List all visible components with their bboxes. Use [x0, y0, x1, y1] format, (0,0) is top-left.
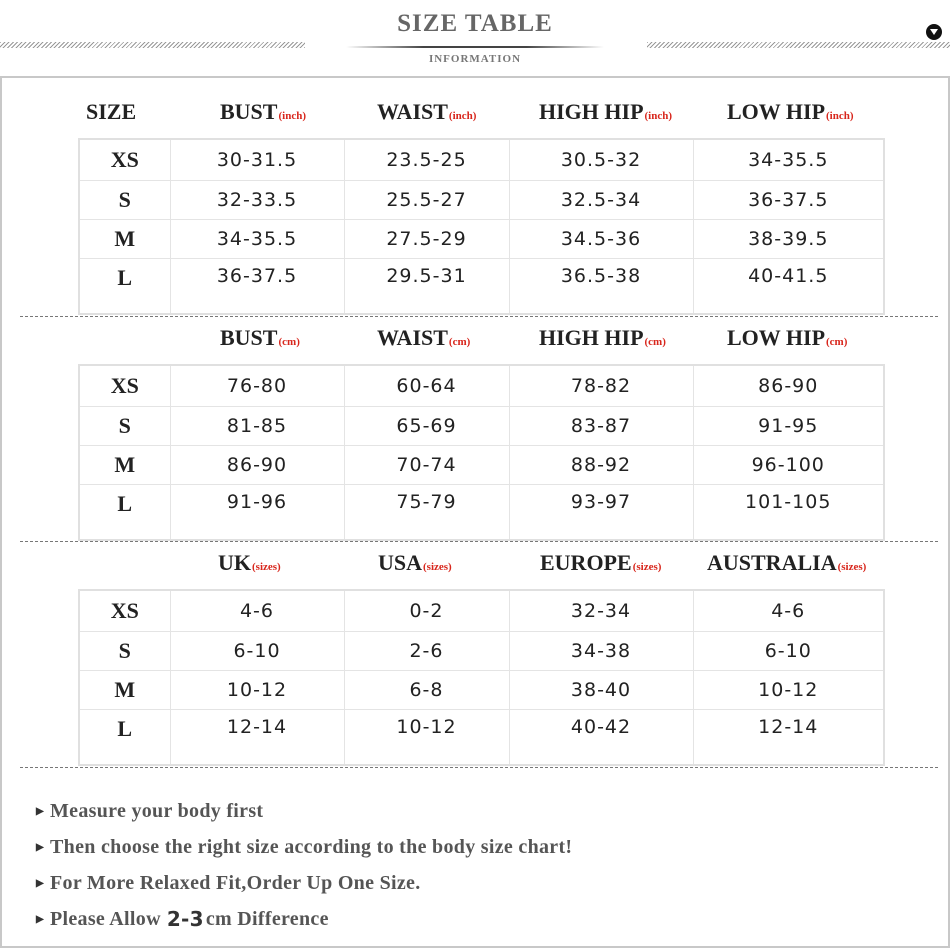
value-cell: 4-6 [170, 590, 344, 632]
list-item [36, 829, 916, 865]
header-bust-cm: BUST(cm) [220, 325, 300, 350]
value-cell: 83-87 [509, 407, 693, 446]
note-text: Then choose the right size according to the body size chart! [50, 835, 573, 858]
value-cell: 93-97 [509, 485, 693, 541]
size-cell: M [79, 671, 170, 710]
value-cell: 34-35.5 [693, 139, 884, 181]
value-cell: 40-42 [509, 710, 693, 766]
cm-size-table [78, 364, 885, 541]
value-cell: 101-105 [693, 485, 884, 541]
note-number: 2-3 [166, 907, 204, 931]
section-divider [20, 316, 938, 317]
note-text: cm Difference [205, 907, 329, 930]
value-cell: 75-79 [344, 485, 509, 541]
value-cell: 12-14 [170, 710, 344, 766]
triangle-bullet-icon: ▶ [36, 913, 44, 925]
header [0, 0, 950, 76]
header-waist-cm: WAIST(cm) [377, 325, 471, 350]
table-row [79, 671, 884, 710]
value-cell: 6-8 [344, 671, 509, 710]
header-waist-inch: WAIST(inch) [377, 99, 477, 124]
cm-header-row [0, 325, 950, 359]
value-cell: 60-64 [344, 365, 509, 407]
value-cell: 4-6 [693, 590, 884, 632]
notes-list [36, 793, 916, 937]
value-cell: 10-12 [693, 671, 884, 710]
table-row [79, 220, 884, 259]
list-item [36, 865, 916, 901]
note-text: Please Allow [50, 907, 161, 930]
value-cell: 30.5-32 [509, 139, 693, 181]
table-row [79, 407, 884, 446]
value-cell: 29.5-31 [344, 259, 509, 315]
size-column-header: SIZE [86, 99, 137, 124]
header-bust-inch: BUST(inch) [220, 99, 306, 124]
value-cell: 88-92 [509, 446, 693, 485]
value-cell: 10-12 [344, 710, 509, 766]
value-cell: 32.5-34 [509, 181, 693, 220]
value-cell: 2-6 [344, 632, 509, 671]
value-cell: 10-12 [170, 671, 344, 710]
header-europe: EUROPE(sizes) [540, 550, 662, 575]
value-cell: 32-34 [509, 590, 693, 632]
size-cell: M [79, 220, 170, 259]
header-high-hip-cm: HIGH HIP(cm) [539, 325, 666, 350]
decorative-zigzag-left [0, 42, 305, 48]
table-row [79, 139, 884, 181]
size-cell: XS [79, 590, 170, 632]
value-cell: 91-96 [170, 485, 344, 541]
header-usa: USA(sizes) [378, 550, 452, 575]
size-cell: L [79, 259, 170, 315]
value-cell: 34-35.5 [170, 220, 344, 259]
value-cell: 76-80 [170, 365, 344, 407]
value-cell: 23.5-25 [344, 139, 509, 181]
section-divider [20, 541, 938, 542]
value-cell: 30-31.5 [170, 139, 344, 181]
value-cell: 36-37.5 [693, 181, 884, 220]
value-cell: 81-85 [170, 407, 344, 446]
header-australia: AUSTRALIA(sizes) [707, 550, 867, 575]
value-cell: 32-33.5 [170, 181, 344, 220]
table-row [79, 365, 884, 407]
chevron-down-icon[interactable] [926, 24, 942, 40]
table-row [79, 590, 884, 632]
value-cell: 40-41.5 [693, 259, 884, 315]
value-cell: 91-95 [693, 407, 884, 446]
triangle-bullet-icon: ▶ [36, 841, 44, 853]
value-cell: 65-69 [344, 407, 509, 446]
value-cell: 86-90 [170, 446, 344, 485]
value-cell: 12-14 [693, 710, 884, 766]
size-cell: L [79, 710, 170, 766]
size-cell: M [79, 446, 170, 485]
table-row [79, 259, 884, 315]
triangle-bullet-icon: ▶ [36, 805, 44, 817]
page-subtitle: INFORMATION [428, 53, 522, 65]
value-cell: 36.5-38 [509, 259, 693, 315]
inch-size-table [78, 138, 885, 315]
title-underline [346, 46, 604, 48]
size-cell: L [79, 485, 170, 541]
table-row [79, 446, 884, 485]
size-cell: XS [79, 365, 170, 407]
inch-header-row [0, 99, 950, 133]
section-divider [20, 767, 938, 768]
size-cell: S [79, 181, 170, 220]
value-cell: 70-74 [344, 446, 509, 485]
value-cell: 27.5-29 [344, 220, 509, 259]
table-row [79, 710, 884, 766]
table-row [79, 632, 884, 671]
size-cell: XS [79, 139, 170, 181]
list-item [36, 901, 916, 937]
size-cell: S [79, 407, 170, 446]
value-cell: 96-100 [693, 446, 884, 485]
header-low-hip-cm: LOW HIP(cm) [727, 325, 848, 350]
note-text: For More Relaxed Fit,Order Up One Size. [50, 871, 421, 894]
table-row [79, 485, 884, 541]
value-cell: 0-2 [344, 590, 509, 632]
value-cell: 86-90 [693, 365, 884, 407]
list-item [36, 793, 916, 829]
size-cell: S [79, 632, 170, 671]
region-size-table [78, 589, 885, 766]
value-cell: 34-38 [509, 632, 693, 671]
page-title: SIZE TABLE [397, 10, 553, 37]
value-cell: 38-40 [509, 671, 693, 710]
decorative-zigzag-right [647, 42, 950, 48]
header-uk: UK(sizes) [218, 550, 281, 575]
value-cell: 38-39.5 [693, 220, 884, 259]
header-high-hip-inch: HIGH HIP(inch) [539, 99, 673, 124]
value-cell: 6-10 [170, 632, 344, 671]
table-row [79, 181, 884, 220]
note-text: Measure your body first [50, 799, 264, 822]
value-cell: 34.5-36 [509, 220, 693, 259]
header-low-hip-inch: LOW HIP(inch) [727, 99, 854, 124]
value-cell: 36-37.5 [170, 259, 344, 315]
value-cell: 78-82 [509, 365, 693, 407]
region-header-row [0, 550, 950, 584]
value-cell: 6-10 [693, 632, 884, 671]
triangle-bullet-icon: ▶ [36, 877, 44, 889]
value-cell: 25.5-27 [344, 181, 509, 220]
